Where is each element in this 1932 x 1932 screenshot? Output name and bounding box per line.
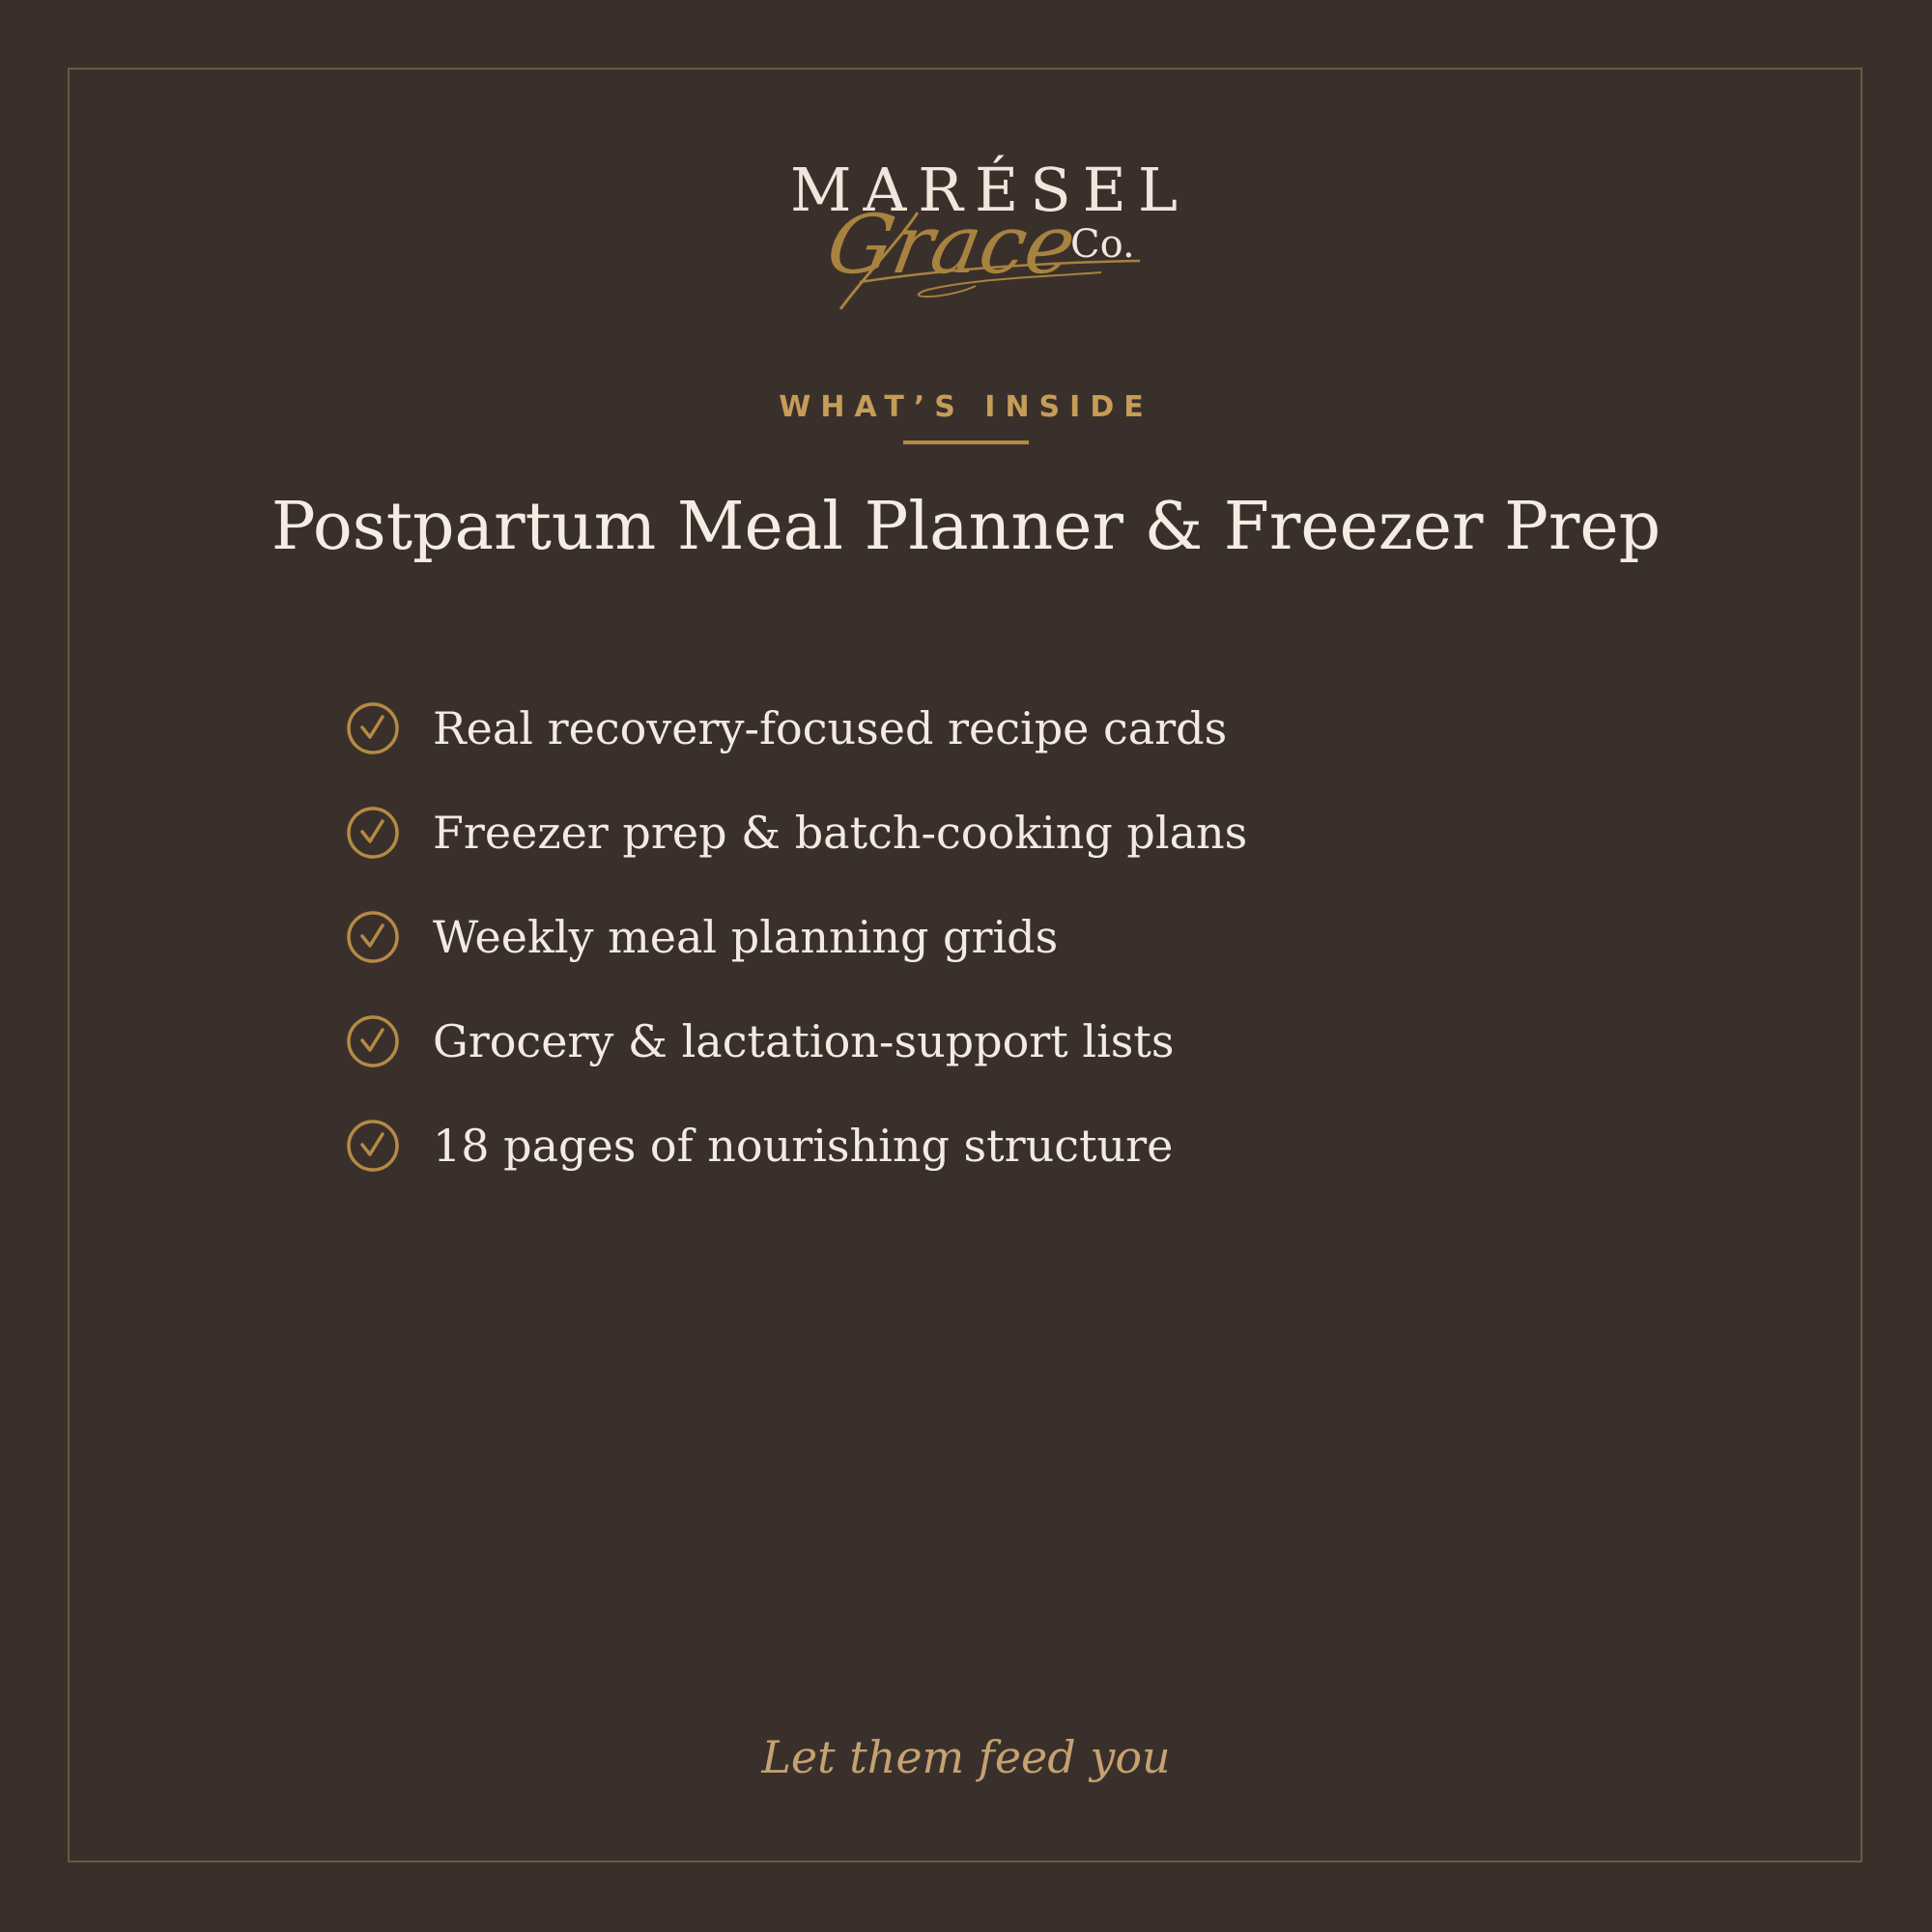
list-item: [346, 989, 1505, 1094]
list-item: [346, 1094, 1505, 1198]
brand-logo: [782, 155, 1190, 319]
eyebrow-underline: [903, 440, 1029, 444]
section-eyebrow: WHAT’S INSIDE: [779, 390, 1153, 424]
list-item: [346, 885, 1505, 989]
feature-label: Real recovery-focused recipe cards: [433, 702, 1228, 754]
logo-wordmark-suffix: Co.: [1070, 222, 1135, 267]
page-title: Postpartum Meal Planner & Freezer Prep: [270, 489, 1662, 565]
feature-label: Freezer prep & batch-cooking plans: [433, 807, 1248, 859]
check-circle-icon: [346, 910, 400, 964]
list-item: [346, 781, 1505, 885]
feature-label: Grocery & lactation-support lists: [433, 1015, 1175, 1067]
feature-label: Weekly meal planning grids: [433, 911, 1059, 963]
check-circle-icon: [346, 1119, 400, 1173]
feature-label: 18 pages of nourishing structure: [433, 1120, 1174, 1172]
check-circle-icon: [346, 806, 400, 860]
feature-list: [346, 676, 1505, 1198]
tagline: Let them feed you: [761, 1731, 1171, 1783]
list-item: [346, 676, 1505, 781]
check-circle-icon: [346, 1014, 400, 1068]
logo-wordmark-top: MARÉSEL: [790, 155, 1190, 225]
logo-wordmark-script: Grace: [820, 197, 1083, 292]
check-circle-icon: [346, 701, 400, 755]
